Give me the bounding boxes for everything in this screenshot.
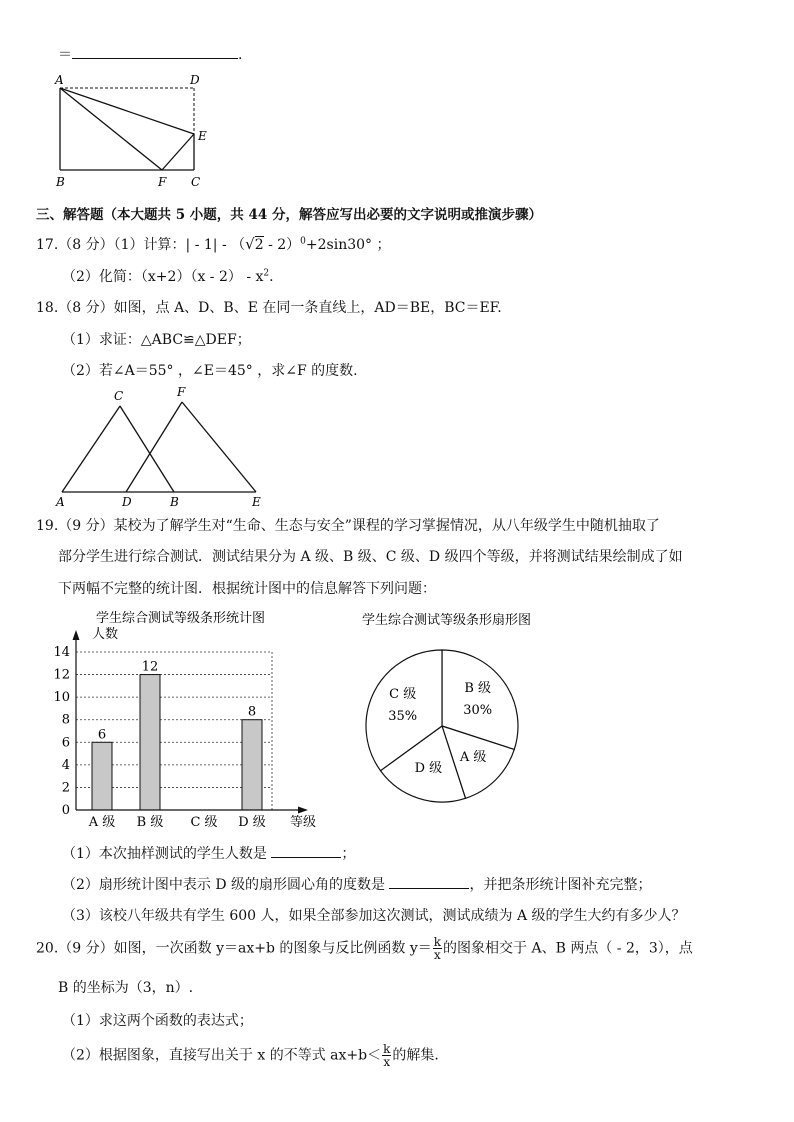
label-F: F: [177, 385, 186, 399]
answer-line: ＝ .: [58, 44, 242, 64]
q17-part1-b: - 2）: [263, 237, 301, 253]
q19-part2: [62, 874, 651, 894]
x-category-label: D 级: [238, 815, 266, 830]
x-axis-arrow: [298, 807, 308, 814]
q17-sqrt-value: 2: [254, 237, 264, 253]
q19-part2-end: ，并把条形统计图补充完整；: [469, 877, 652, 893]
q19-part3: （3）该校八年级共有学生 600 人，如果全部参加这次测试，测试成绩为 A 级的学生大约有多少人？: [62, 908, 686, 924]
q17-part2-end: .: [269, 269, 274, 285]
bar: [242, 720, 262, 810]
q20-part1: （1）求这两个函数的表达式；: [62, 1013, 253, 1029]
x-category-label: C 级: [190, 815, 218, 830]
label-B: B: [56, 175, 65, 189]
q17-exponent: 0: [300, 236, 306, 247]
label-E: E: [252, 495, 261, 509]
label-C: C: [114, 389, 124, 403]
bar-value-label: 12: [141, 659, 159, 675]
fraction-numerator: k: [433, 935, 442, 949]
q20-part2-a: （2）根据图象，直接写出关于 x 的不等式 ax+b＜: [62, 1047, 382, 1064]
fraction-denominator-2: x: [383, 1055, 391, 1069]
q19-line2: 部分学生进行综合测试．测试结果分为 A 级、B 级、C 级、D 级四个等级，并将测试结果绘制成了如: [58, 549, 683, 565]
triangles-figure: [50, 382, 280, 512]
pie-slice-label: C 级: [389, 686, 417, 702]
y-tick-label: 2: [61, 780, 70, 796]
pie-slice-label: B 级: [464, 681, 492, 697]
q19-part1-text: （1）本次抽样测试的学生人数是: [62, 846, 267, 862]
bar-chart-title: 学生综合测试等级条形统计图: [96, 611, 266, 626]
q20-line1-b: 的图象相交于 A、B 两点（ - 2，3），点: [443, 940, 693, 957]
fraction-denominator: x: [433, 948, 441, 962]
y-tick-label: 10: [53, 690, 70, 706]
q20-part2: [62, 1043, 439, 1068]
label-A: A: [56, 495, 65, 509]
bar-chart-ylabel: 人数: [92, 627, 119, 642]
label-F: F: [158, 175, 167, 189]
q18-line1: 18.（8 分）如图，点 A、D、B、E 在同一条直线上，AD＝BE，BC＝EF.: [36, 300, 502, 316]
rectangle-figure: [50, 72, 220, 194]
q17-line2: [62, 266, 274, 286]
fraction-k-over-x-2: [382, 1043, 391, 1068]
q17-part2: （2）化简：（x+2）（x - 2） - x: [62, 269, 264, 285]
equals-sign: ＝: [58, 47, 72, 63]
label-D: D: [122, 495, 132, 509]
label-B: B: [170, 495, 179, 509]
fraction-k-over-x: [433, 936, 442, 961]
q20-line1-a: 20.（9 分）如图，一次函数 y＝ax+b 的图象与反比例函数 y＝: [36, 940, 432, 957]
x-category-label: A 级: [88, 815, 116, 830]
q17-part2-exponent: 2: [263, 268, 270, 279]
bar-chart: [40, 604, 340, 834]
bar: [92, 742, 112, 810]
label-C: C: [191, 175, 201, 189]
bar-value-label: 6: [97, 727, 107, 743]
y-tick-label: 0: [61, 803, 70, 818]
q19-line3: 下两幅不完整的统计图．根据统计图中的信息解答下列问题：: [58, 581, 436, 597]
section-title: 三、解答题（本大题共 5 小题，共 44 分，解答应写出必要的文字说明或推演步骤）: [36, 207, 542, 223]
pie-slice-percent: 30%: [463, 703, 493, 719]
q19-line1: 19.（9 分）某校为了解学生对“生命、生态与安全”课程的学习掌握情况，从八年级学生中随机抽取了: [36, 518, 660, 534]
y-tick-label: 14: [53, 645, 70, 660]
q19-part2-text: （2）扇形统计图中表示 D 级的扇形圆心角的度数是: [62, 877, 386, 893]
bar: [140, 675, 160, 810]
pie-slice-label: A 级: [459, 750, 487, 766]
label-D: D: [190, 73, 200, 87]
q19-part1: [62, 843, 355, 863]
pie-slice-label: D 级: [414, 760, 443, 776]
q19-part1-end: ；: [341, 846, 356, 862]
q20-part2-b: 的解集.: [392, 1047, 439, 1064]
bar-value-label: 8: [247, 704, 257, 720]
q17-part1-a: （1）计算：| - 1| - （: [113, 237, 246, 253]
answer-blank-1: [271, 843, 341, 858]
y-tick-label: 8: [61, 712, 70, 728]
q18-part2: （2）若∠A＝55° ，∠E＝45° ，求∠F 的度数.: [62, 363, 358, 379]
y-tick-label: 4: [61, 757, 70, 773]
fraction-numerator-2: k: [383, 1042, 391, 1056]
y-tick-label: 12: [53, 667, 70, 683]
pie-slice-percent: 35%: [388, 708, 418, 724]
answer-blank: [72, 44, 238, 59]
y-tick-label: 6: [61, 735, 70, 751]
pie-chart-title: 学生综合测试等级条形扇形图: [362, 613, 532, 628]
q17-part1-c: +2sin30° ；: [305, 237, 391, 253]
bar-chart-xlabel: 等级: [290, 815, 317, 830]
pie-chart: [350, 604, 580, 814]
q20-line2: B 的坐标为（3，n）.: [58, 980, 194, 996]
q17-number: 17.（8 分）: [36, 237, 114, 253]
answer-blank-2: [389, 874, 469, 889]
label-A: A: [55, 73, 64, 87]
label-E: E: [198, 129, 207, 143]
q17-line1: 17.（8 分）（1）计算：| - 1| - （√2 - 2）$^0$+2sin30° ；: [36, 235, 391, 253]
x-category-label: B 级: [136, 815, 164, 830]
q20-line1: [36, 936, 693, 961]
q18-part1: （1）求证：△ABC≌△DEF；: [62, 332, 251, 348]
y-axis-arrow: [73, 630, 80, 640]
